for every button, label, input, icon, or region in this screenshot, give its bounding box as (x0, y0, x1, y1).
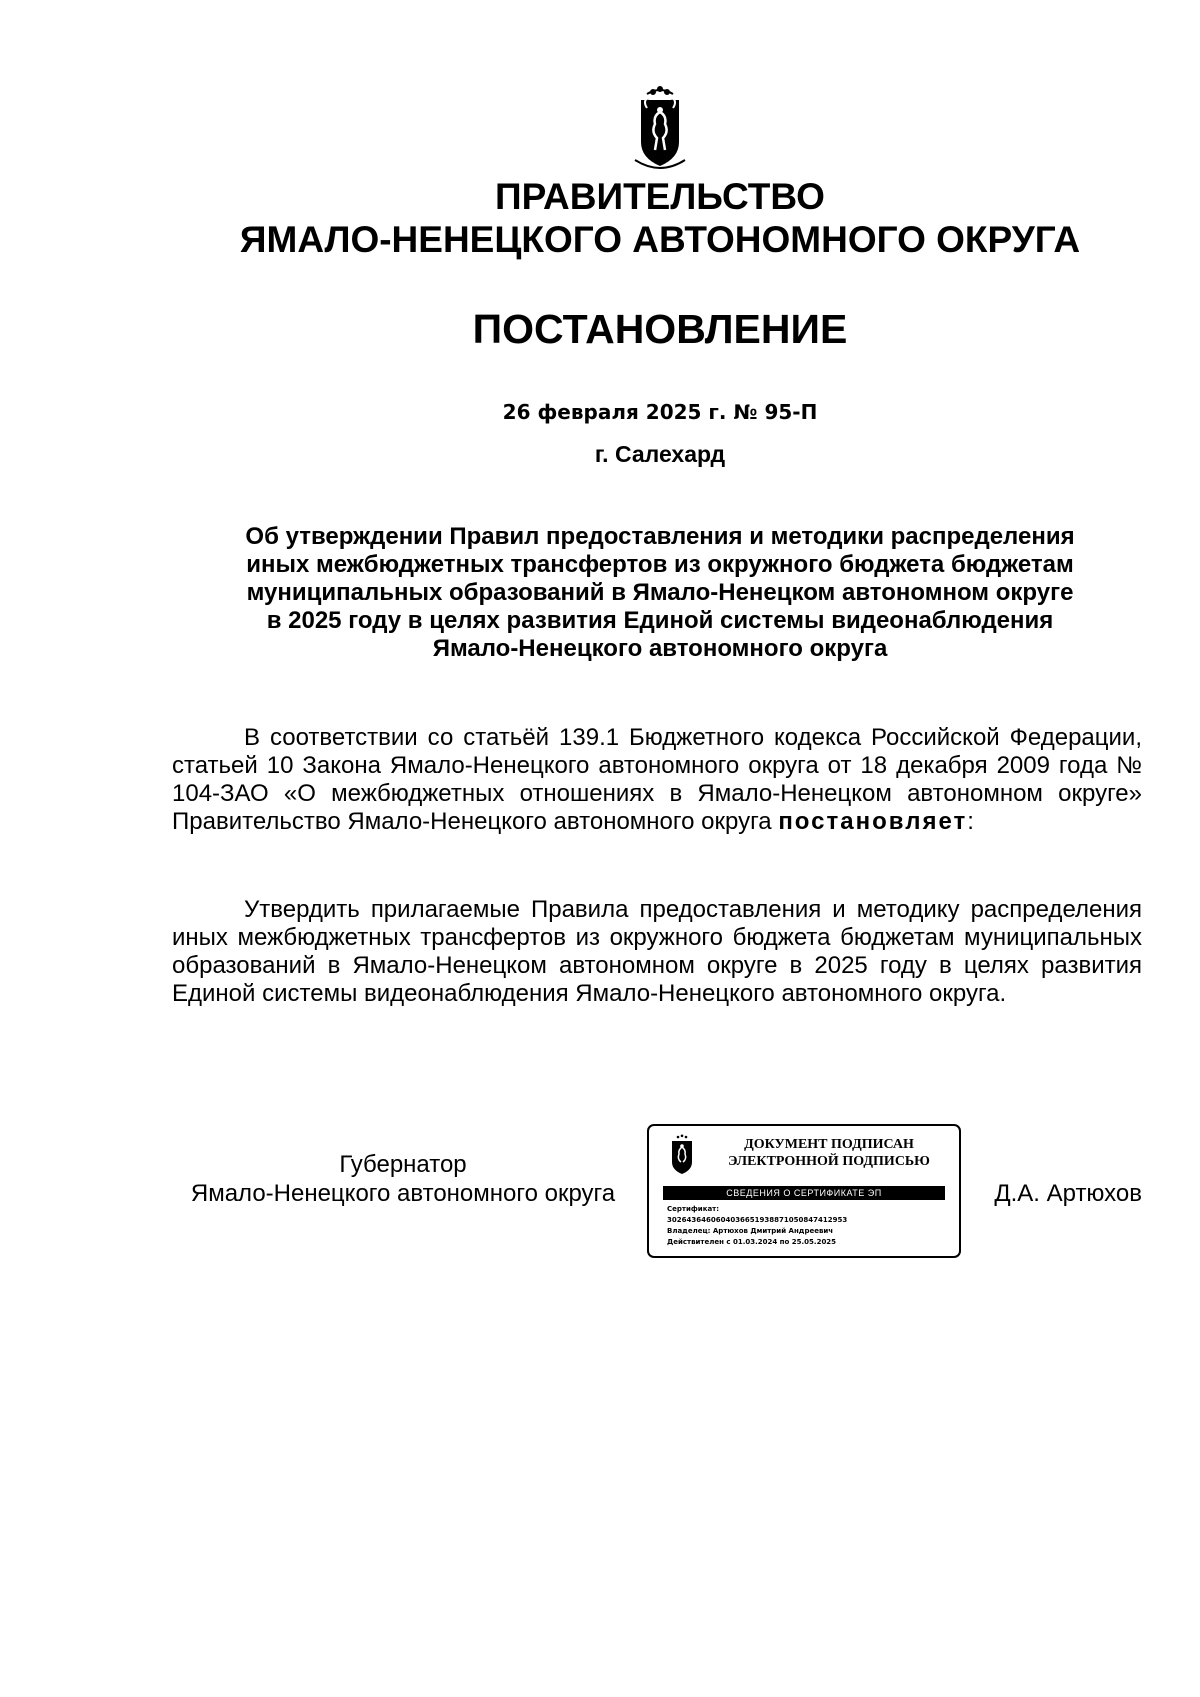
stamp-owner: Владелец: Артюхов Дмитрий Андреевич (667, 1227, 834, 1235)
coat-of-arms-icon (633, 86, 687, 172)
stamp-title-line2: ЭЛЕКТРОННОЙ ПОДПИСЬЮ (728, 1154, 930, 1169)
electronic-signature-stamp (647, 1124, 961, 1258)
date-and-number: 26 февраля 2025 г. № 95-П (502, 400, 818, 424)
stamp-certificate-bar: СВЕДЕНИЯ О СЕРТИФИКАТЕ ЭП (663, 1186, 945, 1200)
government-title-line1: ПРАВИТЕЛЬСТВО (495, 176, 825, 217)
preamble-text: В соответствии со статьёй 139.1 Бюджетного кодекса Российской Федерации, статьей 10 Закона Ямало-Ненецкого автономного округа от 18 декабря 2009 года № 104-ЗАО «О межбюджетных отношениях в Ямало-Ненецком автономном округе» Правительство Ямало-Ненецкого автономного округа (172, 724, 1142, 835)
signatory-position (172, 1150, 634, 1208)
stamp-title-line1: ДОКУМЕНТ ПОДПИСАН (744, 1137, 914, 1152)
preamble-colon: : (967, 808, 974, 835)
document-subject (170, 523, 1150, 663)
stamp-certificate-label: Сертификат: (667, 1205, 720, 1213)
subject-line: муниципальных образований в Ямало-Ненецком автономном округе (246, 579, 1074, 606)
subject-line: Ямало-Ненецкого автономного округа (432, 635, 888, 662)
subject-line: в 2025 году в целях развития Единой системы видеонаблюдения (266, 607, 1054, 634)
city: г. Салехард (594, 441, 726, 467)
resolution-paragraph: Утвердить прилагаемые Правила предоставления и методику распределения иных межбюджетных трансфертов из окружного бюджета бюджетам муниципальных образований в Ямало-Ненецком автономном округе в 2025 году в целях развития Единой системы видеонаблюдения Ямало-Ненецкого автономного округа. (172, 896, 1142, 1007)
government-title-line2: ЯМАЛО-НЕНЕЦКОГО АВТОНОМНОГО ОКРУГА (239, 219, 1081, 260)
subject-line: иных межбюджетных трансфертов из окружного бюджета бюджетам (246, 551, 1074, 578)
signatory-position-line2: Ямало-Ненецкого автономного округа (190, 1180, 616, 1207)
signatory-name: Д.А. Артюхов (994, 1180, 1142, 1207)
document-type-title: ПОСТАНОВЛЕНИЕ (472, 306, 848, 352)
preamble-paragraph (172, 724, 1142, 836)
subject-line: Об утверждении Правил предоставления и методики распределения (245, 523, 1075, 550)
signatory-position-line1: Губернатор (339, 1151, 467, 1178)
resolution-keyword: постановляет (778, 808, 968, 835)
stamp-title (711, 1136, 947, 1170)
stamp-validity: Действителен с 01.03.2024 по 25.05.2025 (667, 1238, 837, 1246)
stamp-coat-of-arms-icon (669, 1134, 695, 1176)
stamp-certificate-number: 3026436460604036651938871050847412953 (667, 1216, 848, 1224)
